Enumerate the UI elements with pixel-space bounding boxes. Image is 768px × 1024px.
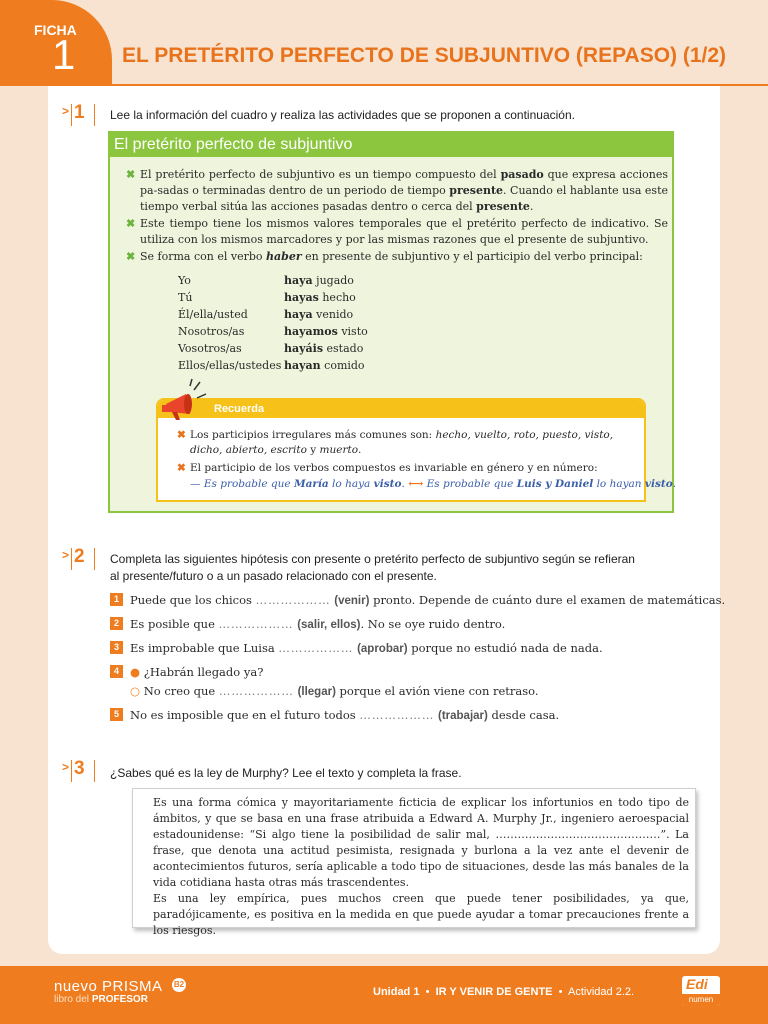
page-footer [0,966,768,1024]
exercise-2-item: 3 Es improbable que Luisa ……………… (aprobar) porque no estudió nada de nada. [130,640,603,657]
recuerda-example: — Es probable que María lo haya visto. ⟷ Es probable que Luis y Daniel lo hayan visto. [190,478,677,490]
answer-blank[interactable]: ……………… [218,684,294,698]
answer-blank[interactable]: ……………… [359,708,435,722]
ficha-tab [0,0,112,86]
info-bullet-1: ✖ El pretérito perfecto de subjuntivo es un tiempo compuesto del pasado que expresa acciones pa-sadas o terminadas dentro de un periodo de tiempo presente. Cuando el hablante usa este tiempo verbal sitúa las acciones pasadas dentro o cerca del presente. [126,168,668,213]
level-badge: B2 [172,978,186,992]
exercise-2-item: 5 No es imposible que en el futuro todos ……………… (trabajar) desde casa. [130,707,559,724]
ficha-number: 1 [52,31,76,78]
x-bullet-icon: ✖ [177,429,186,441]
double-arrow-icon: ⟷ [408,478,424,490]
answer-blank[interactable]: ……………… [255,593,331,607]
footer-unit-info: Unidad 1 • IR Y VENIR DE GENTE • Actividad 2.2. [373,986,635,998]
x-bullet-icon: ✖ [126,169,136,181]
exercise-2-instruction: Completa las siguientes hipótesis con presente o pretérito perfecto de subjuntivo según se refieran al presente/futuro o a un pasado relacionado con el presente. [110,552,635,583]
info-box: El pretérito perfecto de subjuntivo ✖ El pretérito perfecto de subjuntivo es un tiempo compuesto del pasado que expresa acciones pa-sadas o terminadas dentro de un periodo de tiempo presente. Cuando el hablante usa este tiempo verbal sitúa las acciones pasadas dentro o cerca del presente. ✖ Este tiempo tiene los mismos valores temporales que el pretérito perfecto de indicativo. Se utiliza con los mismos marcadores y por las mismas razones que el presente de subjuntivo. ✖ Se forma con el verbo haber en presente de subjuntivo y el participio del verbo principal: Yo haya jugado Tú hayas hecho Él/ella/usted haya venido Nosotros/as hayamos visto Vosotros/as hayáis estado Ellos/ellas/ustedes hayan comido [108,131,674,513]
answer-blank[interactable]: ……………… [218,617,294,631]
recuerda-title: Recuerda [158,400,644,418]
page-header [0,0,768,86]
answer-blank[interactable]: ……………… [278,641,354,655]
x-bullet-icon: ✖ [126,218,136,230]
filled-speaker-icon: ● [130,665,141,679]
publisher-logo: Edi numen [682,976,720,1006]
brand-subtitle: libro del PROFESOR [54,994,148,1005]
info-bullet-2: ✖ Este tiempo tiene los mismos valores temporales que el pretérito perfecto de indicativo. Se utiliza con los mismos marcadores y por las mismas razones que el presente de subjuntivo. [126,217,668,246]
recuerda-box [156,398,677,502]
info-box-title: El pretérito perfecto de subjuntivo [110,133,672,157]
murphy-paragraph-1: Es una forma cómica y mayoritariamente ficticia de explicar los infortunios en todo tipo de ámbitos, y que se basa en una frase atribuida a Edward A. Murphy Jr., ingeniero aeroespacial estadounidense: “Si algo tiene la posibilidad de salir mal, ………………………………………”. La frase, que denota una actitud pesimista, resignada y burlona a la vez ante el devenir de acontecimientos futuros, sería aplicable a todo tipo de situaciones, desde las más banales de la vida cotidiana hasta otras más trascendentes. [153,796,689,889]
recuerda-bullet-1: ✖ Los participios irregulares más comunes son: hecho, vuelto, roto, puesto, visto, dicho, abierto, escrito y muerto. [177,429,614,456]
murphy-paragraph-2: Es una ley empírica, pues muchos creen que puede tener posibilidades, ya que, paradójicamente, es positiva en la medida en que puede ayudar a tomar precauciones frente a los riesgos. [153,892,689,937]
murphy-text-box [132,788,696,937]
exercise-1-instruction: Lee la información del cuadro y realiza las actividades que se proponen a continuación. [110,108,575,122]
exercise-2-item: 4 ● ¿Habrán llegado ya? [130,664,263,680]
ficha-label: FICHA [34,22,77,38]
megaphone-icon [160,378,220,422]
exercise-2-item: 2 Es posible que ……………… (salir, ellos). No se oye ruido dentro. [130,616,505,633]
exercise-2-item: ○ No creo que ……………… (llegar) porque el avión viene con retraso. [130,684,539,698]
exercise-3-instruction: ¿Sabes qué es la ley de Murphy? Lee el texto y completa la frase. [110,766,462,780]
exercise-2-item: 1 Puede que los chicos ……………… (venir) pronto. Depende de cuánto dure el examen de matemáticas. [130,592,725,609]
brand-name: nuevo PRISMA [54,978,163,995]
outline-speaker-icon: ○ [130,684,141,698]
info-bullet-3: ✖ Se forma con el verbo haber en presente de subjuntivo y el participio del verbo principal: [126,250,643,263]
page-title: EL PRETÉRITO PERFECTO DE SUBJUNTIVO (REPASO) (1/2) [122,44,727,67]
x-bullet-icon: ✖ [126,251,136,263]
x-bullet-icon: ✖ [177,462,186,474]
recuerda-bullet-2: ✖ El participio de los verbos compuestos es invariable en género y en número: [177,462,598,474]
